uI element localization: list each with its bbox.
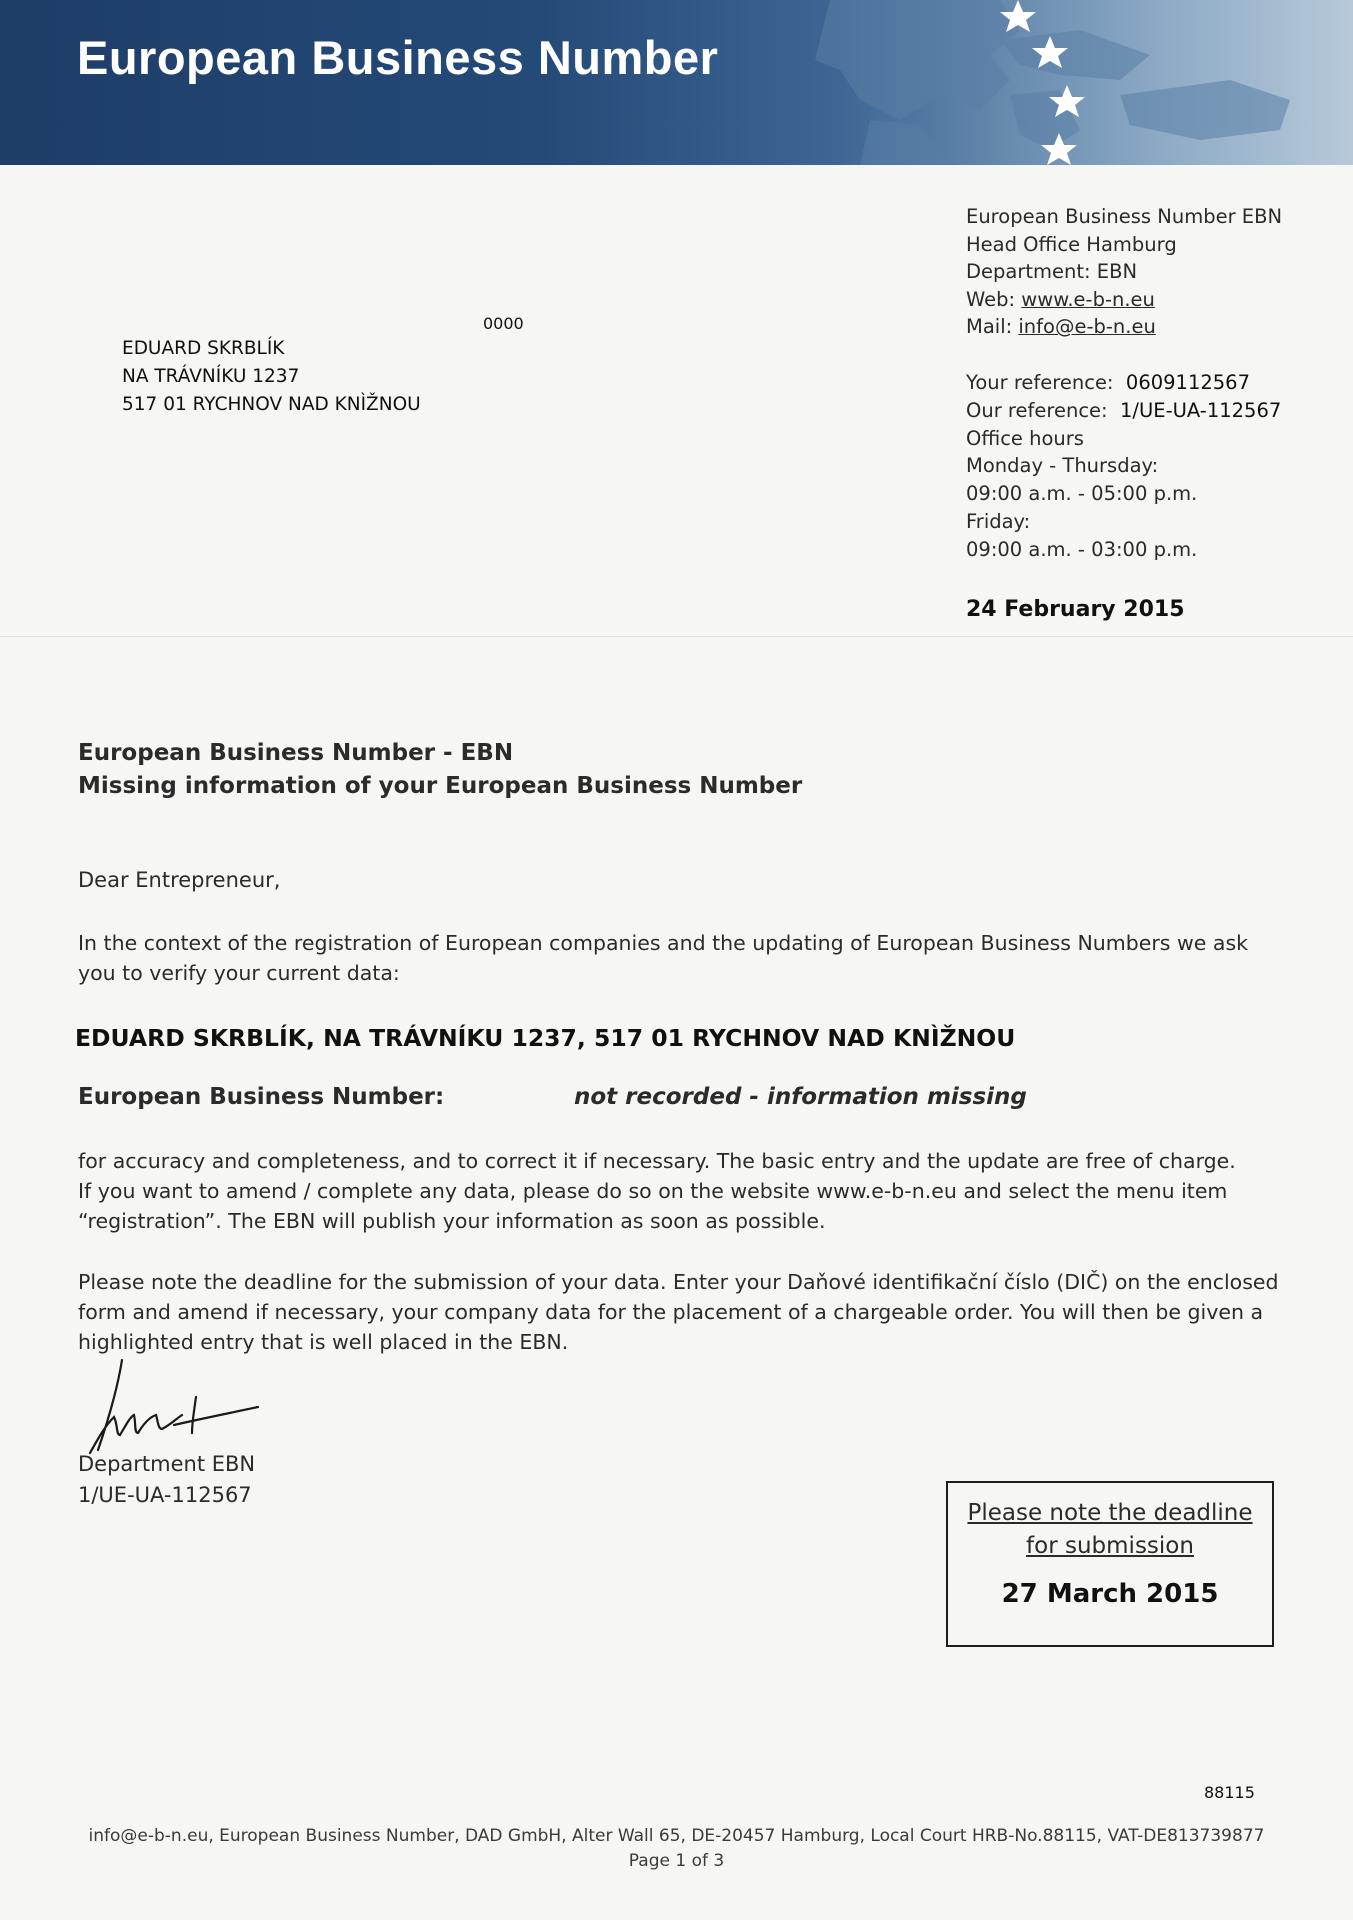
signature-department: Department EBN <box>78 1452 256 1476</box>
deadline-box <box>946 1481 1274 1647</box>
sender-name: European Business Number EBN <box>966 205 1283 228</box>
paragraph-line: “registration”. The EBN will publish your information as soon as possible. <box>78 1209 826 1233</box>
ebn-label: European Business Number: <box>78 1084 445 1110</box>
paragraph-line: highlighted entry that is well placed in the EBN. <box>78 1330 569 1354</box>
ebn-value: not recorded - information missing <box>574 1084 1027 1110</box>
mail-label: Mail: <box>966 315 1013 339</box>
footer-page-number: Page 1 of 3 <box>628 1851 725 1871</box>
our-reference-label: Our reference: <box>966 398 1108 422</box>
document-number: 88115 <box>1204 1783 1255 1802</box>
salutation: Dear Entrepreneur, <box>78 868 281 892</box>
web-link[interactable]: www.e-b-n.eu <box>1021 287 1155 311</box>
your-reference-value: 0609112567 <box>1125 371 1250 394</box>
office-hours-1: 09:00 a.m. - 05:00 p.m. <box>966 482 1198 506</box>
office-hours-2: 09:00 a.m. - 03:00 p.m. <box>966 537 1198 561</box>
web-label: Web: <box>966 287 1016 311</box>
office-days-1: Monday - Thursday: <box>966 454 1159 478</box>
handwritten-signature <box>70 1355 270 1465</box>
deadline-note-line-1: Please note the deadline <box>967 1500 1253 1526</box>
recipient-name: EDUARD SKRBLÍK <box>122 338 285 359</box>
mail-code: 0000 <box>483 314 524 333</box>
recipient-city: 517 01 RYCHNOV NAD KNÌŽNOU <box>122 394 421 415</box>
sender-office: Head Office Hamburg <box>966 232 1177 256</box>
paragraph-deadline <box>78 1267 1288 1357</box>
deadline-note <box>948 1497 1272 1563</box>
deadline-date: 27 March 2015 <box>1001 1579 1219 1609</box>
deadline-note-line-2: for submission <box>1026 1533 1194 1559</box>
paragraph-line: you to verify your current data: <box>78 961 400 985</box>
header-banner <box>0 0 1353 165</box>
subject-heading <box>78 737 802 803</box>
our-reference-value: 1/UE-UA-112567 <box>1120 398 1282 422</box>
sender-web-row <box>966 286 1282 314</box>
paragraph-line: form and amend if necessary, your company data for the placement of a chargeable order. You will then be given a <box>78 1300 1264 1324</box>
office-days-2: Friday: <box>966 509 1031 533</box>
sender-block <box>966 203 1282 341</box>
subject-line-2: Missing information of your European Business Number <box>78 773 803 799</box>
banner-title: European Business Number <box>77 31 719 84</box>
sender-mail-row <box>966 313 1282 341</box>
your-reference-row <box>966 369 1281 397</box>
paragraph-line: If you want to amend / complete any data, please do so on the website www.e-b-n.eu and select the menu item <box>78 1179 1228 1203</box>
sender-department: Department: EBN <box>966 260 1138 284</box>
fold-line <box>0 636 1353 637</box>
signature-reference: 1/UE-UA-112567 <box>78 1483 252 1507</box>
mail-link[interactable]: info@e-b-n.eu <box>1018 315 1156 339</box>
footer-company-info: info@e-b-n.eu, European Business Number, DAD GmbH, Alter Wall 65, DE-20457 Hamburg, Local Court HRB-No.88115, VAT-DE813739877 <box>88 1826 1265 1846</box>
footer <box>0 1824 1353 1874</box>
recipient-address <box>122 335 421 419</box>
reference-block <box>966 369 1281 564</box>
subject-line-1: European Business Number - EBN <box>78 740 514 766</box>
office-hours-label: Office hours <box>966 426 1084 450</box>
paragraph-line: Please note the deadline for the submission of your data. Enter your Daňové identifikační číslo (DIČ) on the enclosed <box>78 1270 1279 1294</box>
our-reference-row <box>966 397 1281 425</box>
paragraph-verify <box>78 1146 1288 1236</box>
recipient-street: NA TRÁVNÍKU 1237 <box>122 366 300 387</box>
paragraph-line: In the context of the registration of European companies and the updating of European Business Numbers we ask <box>78 931 1249 955</box>
paragraph-intro <box>78 928 1288 988</box>
company-data-line: EDUARD SKRBLÍK, NA TRÁVNÍKU 1237, 517 01 RYCHNOV NAD KNÌŽNOU <box>75 1024 1016 1052</box>
your-reference-label: Your reference: <box>966 371 1114 394</box>
paragraph-line: for accuracy and completeness, and to correct it if necessary. The basic entry and the update are free of charge. <box>78 1149 1236 1173</box>
letter-date: 24 February 2015 <box>966 597 1185 622</box>
